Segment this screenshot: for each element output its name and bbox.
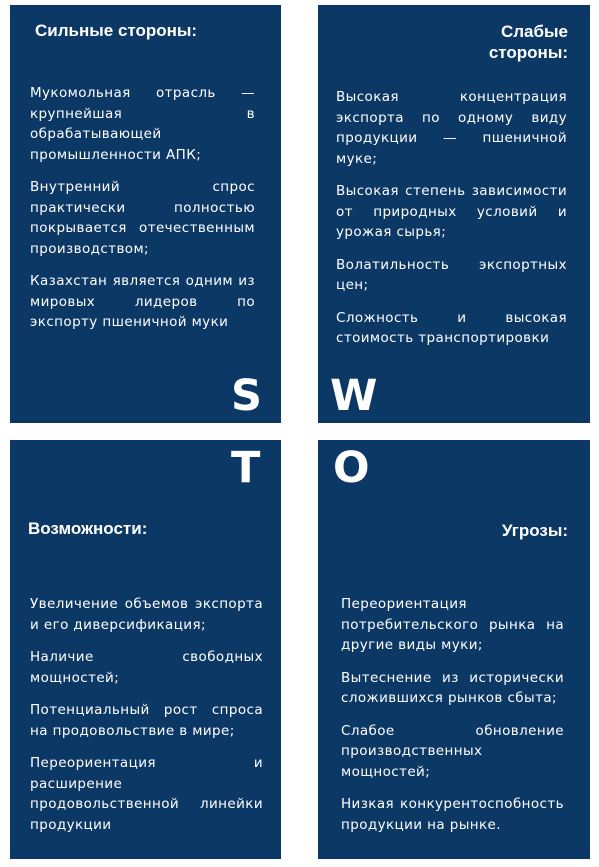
strengths-letter: S: [231, 371, 262, 421]
opportunities-letter: T: [231, 443, 261, 493]
threats-title: Угрозы:: [501, 521, 568, 540]
strengths-list: [30, 83, 255, 345]
opportunities-title: Возможности:: [28, 519, 148, 538]
threats-letter: O: [333, 443, 370, 493]
opportunities-quadrant: [10, 440, 281, 859]
strengths-item: Мукомольная отрасль — крупнейшая в обрабатывающей промышленности АПК;: [30, 85, 255, 163]
opportunities-item: Потенциальный рост спроса на продовольствие в мире;: [30, 702, 263, 739]
threats-item: Слабое обновление производственных мощностей;: [341, 722, 564, 780]
strengths-item: Казахстан является одним из мировых лидеров по экспорту пшеничной муки: [30, 273, 255, 330]
strengths-item: Внутренний спрос практически полностью покрывается отечественным производством;: [30, 179, 255, 257]
opportunities-item: Наличие свободных мощностей;: [30, 649, 263, 686]
weaknesses-list: [336, 87, 567, 361]
weaknesses-item: Высокая концентрация экспорта по одному виду продукции — пшеничной муке;: [336, 89, 567, 167]
threats-item: Вытеснение из исторически сложившихся рынков сбыта;: [341, 669, 564, 706]
weaknesses-quadrant: [318, 5, 590, 423]
threats-item: Переориентация потребительского рынка на другие виды муки;: [341, 596, 564, 653]
weaknesses-item: Высокая степень зависимости от природных условий и урожая сырья;: [336, 183, 567, 240]
strengths-title: Сильные стороны:: [35, 21, 198, 40]
weaknesses-title: Слабые стороны:: [488, 22, 568, 62]
weaknesses-item: Волатильность экспортных цен;: [336, 256, 567, 293]
threats-item: Низкая конкурентоспобность продукции на рынке.: [341, 796, 564, 833]
opportunities-item: Переориентация и расширение продовольственной линейки продукции: [30, 755, 263, 833]
opportunities-item: Увеличение объемов экспорта и его диверсификация;: [30, 596, 263, 633]
weaknesses-letter: W: [330, 371, 378, 421]
strengths-quadrant: [10, 5, 281, 423]
weaknesses-item: Сложность и высокая стоимость транспортировки: [336, 309, 567, 346]
opportunities-list: [30, 594, 263, 847]
threats-list: [341, 594, 564, 847]
threats-quadrant: [318, 440, 590, 859]
